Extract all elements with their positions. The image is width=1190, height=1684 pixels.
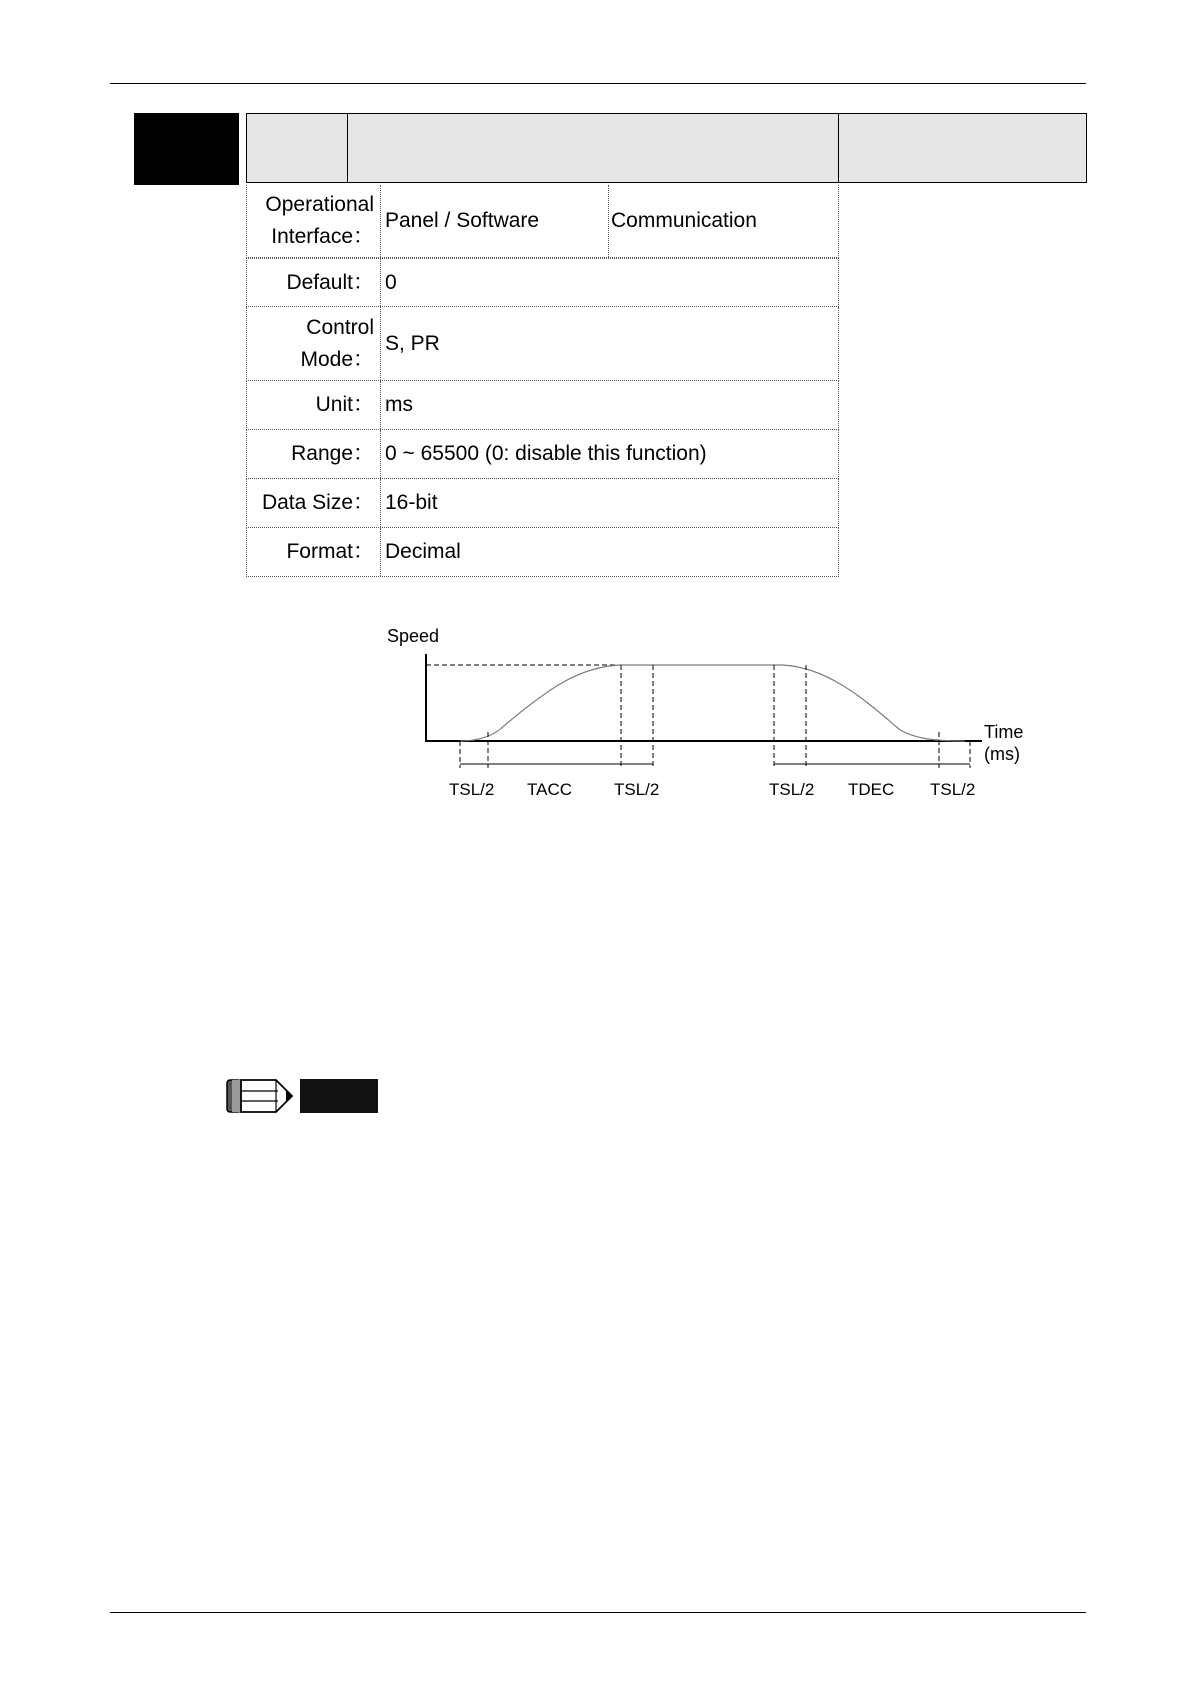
segment-label-3: TSL/2 [614,780,660,799]
segment-guides [460,665,970,768]
footer-rule [110,1612,1086,1613]
header-rule [110,83,1086,84]
param-value-default: 0 [385,270,397,294]
param-row-control-mode [246,307,839,381]
param-label-range: Range： [247,430,381,478]
pencil-icon [226,1077,378,1115]
segment-label-5: TDEC [848,780,895,799]
param-row-format [246,528,839,577]
param-label-interface [247,185,381,257]
param-address-cell [838,113,1087,183]
param-label-unit: Unit： [247,381,381,429]
param-value-range: 0 ~ 65500 (0: disable this function) [385,442,707,465]
control-mode-label-line1: Control [306,315,374,339]
segment-labels [449,780,975,799]
x-axis-label-unit: (ms) [984,744,1020,764]
segment-label-4: TSL/2 [769,780,815,799]
interface-label-line2: Interface： [271,225,374,248]
param-row-data-size [246,479,839,528]
param-value-unit: ms [385,393,413,416]
param-value-data-size: 16-bit [385,491,438,514]
segment-label-1: TSL/2 [449,780,495,799]
param-row-interface [246,185,839,258]
x-axis-label-time: Time [984,722,1024,742]
speed-curve-chart [370,615,1050,805]
segment-label-6: TSL/2 [930,780,976,799]
section-tab-block [134,113,239,185]
speed-curve [460,665,965,741]
param-value-communication: Communication [611,209,757,232]
param-row-default [246,258,839,307]
param-value-format: Decimal [385,540,461,563]
param-label-control-mode [247,307,381,380]
y-axis-label: Speed [387,626,440,646]
param-label-default: Default： [247,259,381,306]
segment-label-2: TACC [527,780,573,799]
param-row-range [246,430,839,479]
param-label-format: Format： [247,528,381,576]
param-value-panel: Panel / Software [385,209,540,232]
param-code-cell [246,113,348,183]
control-mode-label-line2: Mode： [300,347,374,371]
interface-divider [608,185,609,257]
param-label-data-size: Data Size： [247,479,381,527]
param-name-cell [347,113,839,183]
param-row-unit [246,381,839,430]
param-value-control-mode: S, PR [385,331,440,355]
interface-label-line1: Operational [265,193,374,216]
